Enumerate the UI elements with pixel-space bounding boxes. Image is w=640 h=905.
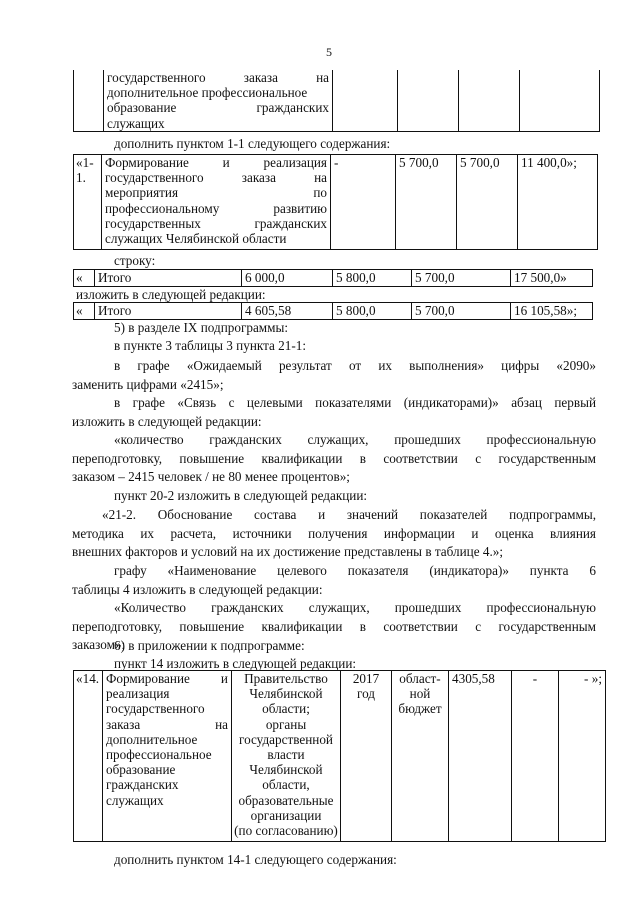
table-cell-value: - — [512, 671, 559, 842]
table-cell-value: 5 700,0 — [412, 303, 511, 320]
table-cell-quote: « — [74, 270, 95, 287]
paragraph-5c: в графе «Связь с целевыми показателями (индикаторами)» абзац первый изложить в следующей редакции: — [72, 395, 596, 429]
table-cell-source: област- ной бюджет — [392, 671, 449, 842]
paragraph-add-1-1: дополнить пунктом 1-1 следующего содержания: — [114, 136, 391, 151]
table-cell-number: «14. — [74, 671, 103, 842]
table-itogo-old — [73, 269, 593, 287]
paragraph-5: 5) в разделе IX подпрограммы: — [114, 320, 289, 335]
table-cell-amount: 4305,58 — [449, 671, 512, 842]
paragraph-6: 6) в приложении к подпрограмме: — [114, 638, 305, 653]
table-item-14 — [73, 670, 606, 842]
table-cell-value: 5 700,0 — [396, 155, 457, 250]
table-cell-value: 5 800,0 — [333, 303, 412, 320]
paragraph-5b: в графе «Ожидаемый результат от их выполнения» цифры «2090» заменить цифрами «2415»; — [72, 358, 596, 392]
table-cell-value: 17 500,0» — [511, 270, 593, 287]
table-cell-value: 5 700,0 — [412, 270, 511, 287]
table-cell-value: 11 400,0»; — [518, 155, 598, 250]
table-cell-year: 2017 год — [341, 671, 392, 842]
paragraph-5d: «количество гражданских служащих, прошедших профессиональную переподготовку, повышение квалификации в соответствии с государственным заказом – 2415 человек / не 80 менее процентов»; — [72, 432, 596, 485]
table-cell-text: государственного заказа на дополнительное профессиональное образование гражданских служащих — [104, 70, 333, 132]
paragraph-stroku: строку: — [114, 253, 156, 268]
table-item-1-1 — [73, 154, 598, 250]
paragraph-5h: «Количество гражданских служащих, прошедших профессиональную переподготовку, повышение квалификации в соответствии с государственным заказом»; — [72, 600, 596, 653]
paragraph-6a: пункт 14 изложить в следующей редакции: — [114, 656, 357, 671]
table-cell-value: - »; — [559, 671, 606, 842]
table-cell-quote: « — [74, 303, 95, 320]
page-number: 5 — [326, 45, 332, 59]
table-cell-label: Итого — [95, 270, 242, 287]
paragraph-5a: в пункте 3 таблицы 3 пункта 21-1: — [114, 338, 307, 353]
paragraph-add-14-1: дополнить пунктом 14-1 следующего содержания: — [114, 852, 397, 867]
paragraph-izlozhit: изложить в следующей редакции: — [76, 287, 266, 302]
table-cell-value: 16 105,58»; — [511, 303, 593, 320]
table-cell-number: «1-1. — [74, 155, 102, 250]
table-cell-label: Итого — [95, 303, 242, 320]
paragraph-5g: графу «Наименование целевого показателя (индикатора)» пункта 6 таблицы 4 изложить в следующей редакции: — [72, 563, 596, 597]
table-cell-value: 5 800,0 — [333, 270, 412, 287]
table-itogo-new — [73, 302, 593, 320]
table-cell-value: - — [331, 155, 396, 250]
paragraph-5f: «21-2. Обоснование состава и значений показателей подпрограммы, методика их расчета, источники получения информации и оценка влияния внешних факторов и условий на их достижение представлены в таблице 4.»; — [72, 507, 596, 560]
table-cell-value: 5 700,0 — [457, 155, 518, 250]
table-cell-value: 6 000,0 — [242, 270, 333, 287]
table-continuation — [73, 70, 600, 132]
table-cell-text: Формирование и реализация государственного заказа на дополнительное профессиональное образование гражданских служащих — [103, 671, 232, 842]
table-cell-value: 4 605,58 — [242, 303, 333, 320]
paragraph-5e: пункт 20-2 изложить в следующей редакции: — [114, 488, 368, 503]
table-cell-text: Формирование и реализация государственного заказа на мероприятия по профессиональному развитию государственных гражданских служащих Челябинской области — [102, 155, 331, 250]
table-cell-executor: Правительство Челябинской области; органы государственной власти Челябинской области, образовательные организации (по согласованию) — [232, 671, 341, 842]
